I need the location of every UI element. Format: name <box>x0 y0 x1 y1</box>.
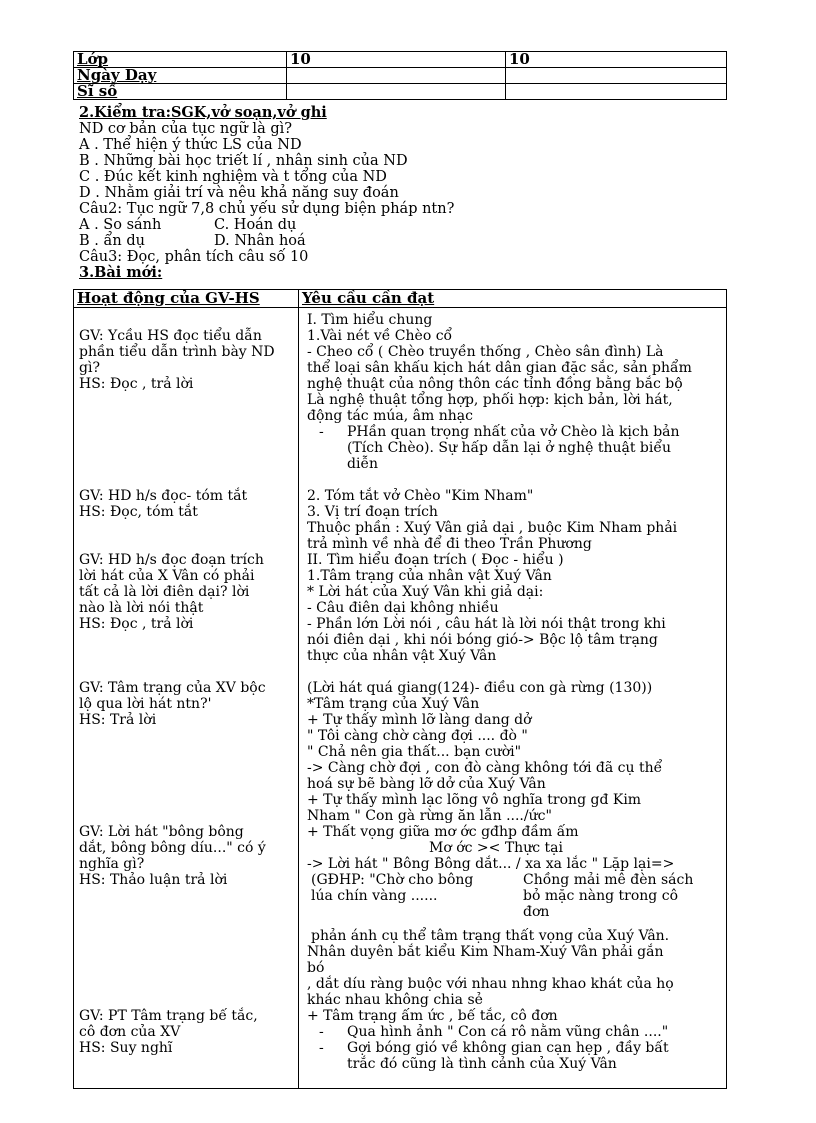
list-item: Chồng mải mê đèn sách <box>523 872 694 888</box>
list-item: HS: Đọc , trả lời <box>79 376 194 392</box>
activities-cell <box>74 308 299 1089</box>
list-item: 2. Tóm tắt vở Chèo "Kim Nham" <box>307 488 534 504</box>
list-item: lộ qua lời hát ntn?' <box>79 696 212 712</box>
list-item: GV: HD h/s đọc- tóm tắt <box>79 488 248 504</box>
list-item: đơn <box>523 904 550 920</box>
list-item: Nhân duyên bắt kiểu Kim Nham-Xuý Vân phải gắn <box>307 944 664 960</box>
list-item: , dắt díu ràng buộc với nhau nhng khao khát của họ <box>307 976 674 992</box>
table-cell: 10 <box>287 52 506 68</box>
question-3: Câu3: Đọc, phân tích câu số 10 <box>79 249 309 265</box>
list-item: * Lời hát của Xuý Vân khi giả dại: <box>307 584 544 600</box>
list-item: (GĐHP: "Chờ cho bông <box>311 872 474 888</box>
class-info-table <box>73 51 727 100</box>
list-item: khác nhau không chia sẻ <box>307 992 483 1008</box>
check-heading: 2.Kiểm tra:SGK,vở soạn,vở ghi <box>79 104 327 121</box>
class-size-label: Sĩ số <box>77 82 118 100</box>
list-item: + Tự thấy mình lạc lõng vô nghĩa trong gđ Kim <box>307 792 642 808</box>
list-item: - Câu điên dại không nhiều <box>307 600 499 616</box>
list-item: lúa chín vàng ...... <box>311 888 438 904</box>
question-2-option-c: C. Hoán dụ <box>214 217 297 233</box>
question-1: ND cơ bản của tục ngữ là gì? <box>79 121 293 137</box>
requirements-column <box>299 308 726 1088</box>
list-item: trả mình về nhà để đi theo Trần Phương <box>307 536 592 552</box>
table-row <box>74 308 727 1089</box>
list-item: hoá sự bẽ bàng lỡ dở của Xuý Vân <box>307 776 546 792</box>
list-item: thực của nhân vật Xuý Vân <box>307 648 497 664</box>
table-header-row <box>74 290 727 308</box>
list-item: Nham " Con gà rừng ăn lẫn ..../ức" <box>307 808 552 824</box>
list-item: nghĩa gì? <box>79 856 145 872</box>
bullet-dash: - <box>319 1040 324 1056</box>
list-item: (Tích Chèo). Sự hấp dẫn lại ở nghệ thuật biểu <box>347 440 671 456</box>
list-item: HS: Trả lời <box>79 712 157 728</box>
list-item: gì? <box>79 360 100 376</box>
header-activities: Hoạt động của GV-HS <box>74 290 299 308</box>
question-2-options-row-1 <box>79 217 719 233</box>
list-item: phần tiểu dẫn trình bày ND <box>79 344 275 360</box>
question-1-option-c: C . Đúc kết kinh nghiệm và t tổng của ND <box>79 169 387 185</box>
list-item: Là nghệ thuật tổng hợp, phối hợp: kịch bản, lời hát, <box>307 392 673 408</box>
table-cell: 10 <box>506 52 727 68</box>
list-item: GV: Ycầu HS đọc tiểu dẫn <box>79 328 262 344</box>
activities-column <box>74 308 298 1088</box>
list-item: PHần quan trọng nhất của vở Chèo là kịch bản <box>347 424 680 440</box>
new-lesson-heading: 3.Bài mới: <box>79 264 163 281</box>
list-item: bó <box>307 960 325 976</box>
table-cell <box>506 84 727 100</box>
list-item: GV: PT Tâm trạng bế tắc, <box>79 1008 258 1024</box>
list-item: GV: HD h/s đọc đoạn trích <box>79 552 264 568</box>
class-label: Lớp <box>77 50 109 68</box>
list-item: GV: Tâm trạng của XV bộc <box>79 680 266 696</box>
question-2: Câu2: Tục ngữ 7,8 chủ yếu sử dụng biện pháp ntn? <box>79 201 455 217</box>
list-item: + Thất vọng giữa mơ ớc gđhp đầm ấm <box>307 824 579 840</box>
list-item: phản ánh cụ thể tâm trạng thất vọng của Xuý Vân. <box>311 928 670 944</box>
list-item: 3. Vị trí đoạn trích <box>307 504 438 520</box>
teaching-date-label: Ngày Dạy <box>77 66 157 84</box>
question-1-option-b: B . Những bài học triết lí , nhân sinh của ND <box>79 153 408 169</box>
list-item: lời hát của X Vân có phải <box>79 568 255 584</box>
question-1-option-d: D . Nhằm giải trí và nêu khả năng suy đoán <box>79 185 399 201</box>
list-item: + Tâm trạng ấm ức , bế tắc, cô đơn <box>307 1008 558 1024</box>
check-section <box>79 105 719 281</box>
list-item: -> Lời hát " Bông Bông dắt... / xa xa lắc " Lặp lại=> <box>307 856 675 872</box>
list-item: HS: Thảo luận trả lời <box>79 872 228 888</box>
list-item: - Cheo cổ ( Chèo truyền thống , Chèo sân đình) Là <box>307 344 664 360</box>
list-item: thể loại sân khấu kịch hát dân gian đặc sắc, sản phẩm <box>307 360 692 376</box>
question-2-option-d: D. Nhân hoá <box>214 233 306 249</box>
list-item: 1.Tâm trạng của nhân vật Xuý Vân <box>307 568 552 584</box>
list-item: dắt, bông bông díu..." có ý <box>79 840 266 856</box>
list-item: HS: Suy nghĩ <box>79 1040 173 1056</box>
table-cell <box>287 84 506 100</box>
table-cell <box>287 68 506 84</box>
lesson-table <box>73 289 727 1089</box>
list-item: GV: Lời hát "bông bông <box>79 824 244 840</box>
table-cell <box>506 68 727 84</box>
row-label <box>74 84 287 100</box>
list-item: cô đơn của XV <box>79 1024 181 1040</box>
list-item: Mơ ớc >< Thực tại <box>429 840 563 856</box>
list-item: nghệ thuật của nông thôn các tỉnh đồng bằng bắc bộ <box>307 376 683 392</box>
list-item: động tác múa, âm nhạc <box>307 408 473 424</box>
list-item: HS: Đọc, tóm tắt <box>79 504 198 520</box>
bullet-dash: - <box>319 424 324 440</box>
question-2-options-row-2 <box>79 233 719 249</box>
question-1-option-a: A . Thể hiện ý thức LS của ND <box>79 137 302 153</box>
table-row <box>74 52 727 68</box>
question-2-option-a: A . So sánh <box>79 217 162 233</box>
header-requirements: Yêu cầu cần đạt <box>299 290 727 308</box>
list-item: trắc đó cũng là tình cảnh của Xuý Vân <box>347 1056 617 1072</box>
list-item: + Tự thấy mình lỡ làng dang dở <box>307 712 532 728</box>
list-item: *Tâm trạng của Xuý Vân <box>307 696 480 712</box>
list-item: Thuộc phần : Xuý Vân giả dại , buộc Kim Nham phải <box>307 520 678 536</box>
list-item: tất cả là lời điên dại? lời <box>79 584 250 600</box>
list-item: nói điên dại , khi nói bóng gió-> Bộc lộ tâm trạng <box>307 632 658 648</box>
list-item: - Phần lớn Lời nói , câu hát là lời nói thật trong khi <box>307 616 666 632</box>
table-row <box>74 68 727 84</box>
table-row <box>74 84 727 100</box>
list-item: " Tôi càng chờ càng đợi .... đò " <box>307 728 528 744</box>
list-item: nào là lời nói thật <box>79 600 204 616</box>
list-item: " Chả nên gia thất... bạn cười" <box>307 744 522 760</box>
list-item: 1.Vài nét về Chèo cổ <box>307 328 453 344</box>
list-item: bỏ mặc nàng trong cô <box>523 888 678 904</box>
list-item: II. Tìm hiểu đoạn trích ( Đọc - hiểu ) <box>307 552 564 568</box>
bullet-dash: - <box>319 1024 324 1040</box>
list-item: (Lời hát quá giang(124)- điều con gà rừng (130)) <box>307 680 653 696</box>
list-item: diễn <box>347 456 379 472</box>
requirements-cell <box>299 308 727 1089</box>
question-2-option-b: B . ẩn dụ <box>79 233 145 249</box>
list-item: HS: Đọc , trả lời <box>79 616 194 632</box>
list-item: I. Tìm hiểu chung <box>307 312 433 328</box>
list-item: -> Càng chờ đợi , con đò càng không tới đã cụ thể <box>307 760 663 776</box>
list-item: Gợi bóng gió về không gian cạn hẹp , đầy bất <box>347 1040 669 1056</box>
list-item: Qua hình ảnh " Con cá rô nằm vũng chân ...." <box>347 1024 669 1040</box>
